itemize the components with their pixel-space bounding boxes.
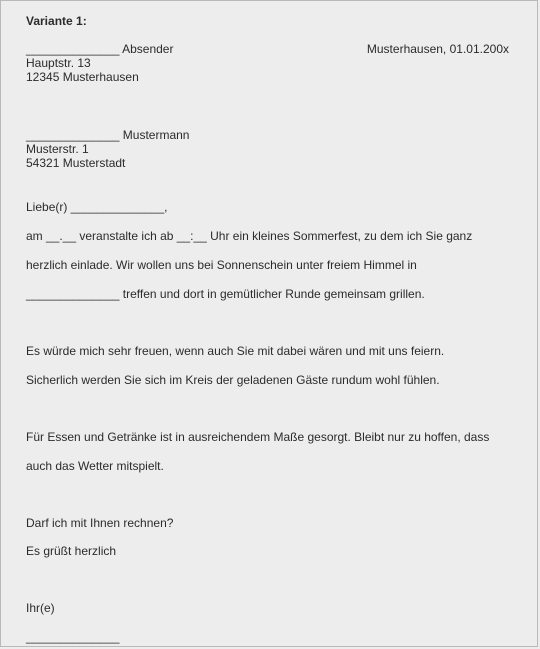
body-line: auch das Wetter mitspielt. (26, 459, 164, 473)
body-line: am __.__ veranstalte ich ab __:__ Uhr ein kleines Sommerfest, zu dem ich Sie ganz (26, 229, 473, 243)
recipient-street: Musterstr. 1 (26, 142, 89, 156)
variant-heading: Variante 1: (26, 14, 87, 28)
sender-city: 12345 Musterhausen (26, 70, 139, 84)
closing: Ihr(e) (26, 601, 55, 615)
body-line: ______________ treffen und dort in gemütlicher Runde gemeinsam grillen. (26, 287, 425, 301)
body-line: Sicherlich werden Sie sich im Kreis der geladenen Gäste rundum wohl fühlen. (26, 373, 440, 387)
sender-name-line: ______________ Absender (26, 42, 174, 56)
body-line: Darf ich mit Ihnen rechnen? (26, 516, 174, 530)
body-line: Es würde mich sehr freuen, wenn auch Sie mit dabei wären und mit uns feiern. (26, 344, 445, 358)
signature-line: ______________ (26, 630, 120, 644)
body-line: Für Essen und Getränke ist in ausreichendem Maße gesorgt. Bleibt nur zu hoffen, dass (26, 430, 490, 444)
sender-street: Hauptstr. 13 (26, 56, 91, 70)
place-date: Musterhausen, 01.01.200x (366, 42, 509, 56)
recipient-name-line: ______________ Mustermann (26, 128, 190, 142)
body-line: herzlich einlade. Wir wollen uns bei Sonnenschein unter freiem Himmel in (26, 258, 417, 272)
recipient-city: 54321 Musterstadt (26, 156, 126, 170)
body-line: Es grüßt herzlich (26, 544, 117, 558)
salutation: Liebe(r) ______________, (26, 200, 168, 214)
